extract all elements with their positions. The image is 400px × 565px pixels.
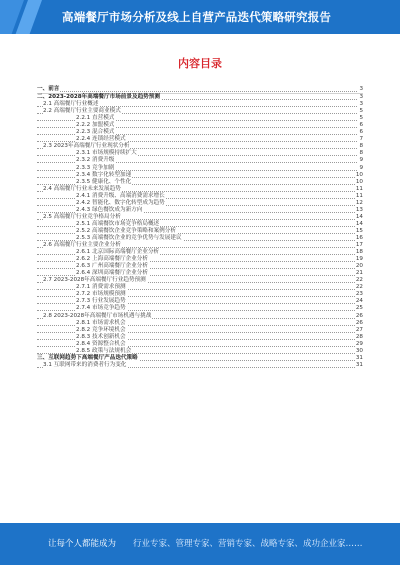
footer-banner bbox=[0, 523, 400, 565]
toc-entry-label: 2.8.4 资源整合机会 bbox=[76, 340, 126, 347]
toc-entry-label: 2.3.5 健康化、个性化 bbox=[76, 178, 132, 185]
toc-entry-label: 2.5.1 高端餐饮市场竞争格局概述 bbox=[76, 220, 160, 227]
toc-entry[interactable] bbox=[37, 221, 363, 228]
toc-entry-page: 26 bbox=[355, 319, 363, 326]
toc-entry-page: 3 bbox=[359, 101, 363, 108]
toc-entry-label: 2.3.3 竞争加剧 bbox=[76, 164, 115, 171]
toc-entry-label: 2.8.1 市场需求机会 bbox=[76, 319, 126, 326]
toc-entry[interactable] bbox=[37, 193, 363, 200]
toc-entry-label: 2.4.1 消费升级、高端消费需求增长 bbox=[76, 192, 165, 199]
toc-entry-label: 2.6.2 上海高端餐厅企业分析 bbox=[76, 256, 148, 263]
toc-entry-page: 5 bbox=[359, 115, 363, 122]
toc-entry-page: 10 bbox=[355, 171, 363, 178]
header-banner bbox=[0, 0, 400, 34]
toc-entry-page: 25 bbox=[355, 305, 363, 312]
toc-entry[interactable] bbox=[37, 334, 363, 341]
toc-entry-page: 29 bbox=[355, 340, 363, 347]
toc-entry-label: 2.3.2 消费升级 bbox=[76, 157, 115, 164]
toc-entry-page: 10 bbox=[355, 178, 363, 185]
toc-entry-label: 2.4.3 绿色餐饮成为新方向 bbox=[76, 206, 143, 213]
toc-entry-label: 三、互联网趋势下高端餐厅产品迭代策略 bbox=[37, 354, 138, 361]
toc-entry-label: 2.8.2 竞争环境机会 bbox=[76, 326, 126, 333]
toc-entry[interactable] bbox=[37, 172, 363, 179]
toc-entry[interactable] bbox=[37, 165, 363, 172]
toc-entry-page: 31 bbox=[355, 354, 363, 361]
toc-entry-label: 2.3 2023年高端餐厅行业现状分析 bbox=[43, 143, 130, 150]
toc-entry-page: 22 bbox=[355, 277, 363, 284]
toc-entry-label: 一、前言 bbox=[37, 86, 60, 92]
toc-entry-page: 15 bbox=[355, 227, 363, 234]
toc-entry-label: 3.1 互联网带来的消费者行为变化 bbox=[43, 361, 127, 368]
toc-entry-page: 16 bbox=[355, 234, 363, 241]
toc-entry-page: 20 bbox=[355, 263, 363, 270]
toc-entry-page: 13 bbox=[355, 206, 363, 213]
toc-entry-label: 2.8.3 技术创新机会 bbox=[76, 333, 126, 340]
toc-entry-page: 28 bbox=[355, 333, 363, 340]
toc-entry-page: 30 bbox=[355, 347, 363, 354]
toc-entry[interactable] bbox=[37, 86, 363, 94]
toc-entry-page: 11 bbox=[355, 185, 363, 192]
toc-entry-label: 2.5 高端餐厅行业竞争格局分析 bbox=[43, 213, 121, 220]
toc-entry-label: 2.7 2023-2028年高端餐厅行业趋势预测 bbox=[43, 277, 146, 284]
toc-entry-page: 3 bbox=[359, 94, 363, 101]
toc-entry[interactable] bbox=[37, 320, 363, 327]
toc-entry-label: 2.4 高端餐厅行业未来发展趋势 bbox=[43, 185, 121, 192]
footer-tagline: 行业专家、管理专家、营销专家、战略专家、成功企业家…… bbox=[133, 539, 363, 549]
toc-entry[interactable] bbox=[37, 348, 363, 355]
toc-entry[interactable] bbox=[37, 214, 363, 221]
toc-entry-label: 2.7.2 市场规模预测 bbox=[76, 291, 126, 298]
footer-slogan: 让每个人都能成为 bbox=[48, 539, 117, 549]
toc-entry-page: 17 bbox=[355, 242, 363, 249]
toc-entry-page: 6 bbox=[359, 122, 363, 129]
toc-entry-label: 二、2023-2028年高端餐厅市场前景及趋势预测 bbox=[37, 94, 160, 101]
toc-entry[interactable] bbox=[37, 327, 363, 334]
toc-entry-label: 2.5.3 高端餐饮企业的竞争优势与发展建议 bbox=[76, 234, 182, 241]
toc-entry[interactable] bbox=[37, 157, 363, 164]
toc-entry-page: 9 bbox=[359, 164, 363, 171]
toc-entry[interactable] bbox=[37, 355, 363, 362]
toc-entry-label: 2.2.1 直营模式 bbox=[76, 115, 115, 122]
toc-entry-page: 24 bbox=[355, 298, 363, 305]
toc-entry-page: 3 bbox=[359, 86, 363, 92]
toc-entry-label: 2.8.5 政策与法规机会 bbox=[76, 347, 132, 354]
toc-entry-page: 31 bbox=[355, 361, 363, 368]
toc-entry-page: 9 bbox=[359, 157, 363, 164]
toc-entry-page: 19 bbox=[355, 256, 363, 263]
toc-entry-page: 26 bbox=[355, 312, 363, 319]
toc-entry-page: 11 bbox=[355, 192, 363, 199]
toc-entry-page: 14 bbox=[355, 213, 363, 220]
toc-entry[interactable] bbox=[37, 207, 363, 214]
toc-entry[interactable] bbox=[37, 235, 363, 242]
toc-entry-page: 12 bbox=[355, 199, 363, 206]
toc-entry-label: 2.2.3 混合模式 bbox=[76, 129, 115, 136]
toc-entry[interactable] bbox=[37, 362, 363, 369]
toc-entry-label: 2.4.2 智能化、数字化转型成为趋势 bbox=[76, 199, 165, 206]
toc-entry-label: 2.7.4 市场竞争趋势 bbox=[76, 305, 126, 312]
toc-entry-page: 5 bbox=[359, 108, 363, 115]
toc-entry-label: 2.7.3 行业发展趋势 bbox=[76, 298, 126, 305]
toc-entry-page: 8 bbox=[359, 150, 363, 157]
toc-entry-page: 23 bbox=[355, 291, 363, 298]
toc-entry-label: 2.6 高端餐厅行业主要企业分析 bbox=[43, 242, 121, 249]
toc-entry-page: 7 bbox=[359, 136, 363, 143]
toc-entry-label: 2.6.1 北京国际高端餐厅企业分析 bbox=[76, 249, 160, 256]
toc-entry-page: 21 bbox=[355, 270, 363, 277]
toc-entry-page: 14 bbox=[355, 220, 363, 227]
toc-entry[interactable] bbox=[37, 341, 363, 348]
toc-entry-page: 27 bbox=[355, 326, 363, 333]
toc-entry[interactable] bbox=[37, 200, 363, 207]
toc-entry-label: 2.1 高端餐厅行业概述 bbox=[43, 101, 99, 108]
toc-entry-label: 2.3.4 数字化转型加速 bbox=[76, 171, 132, 178]
toc-entry-label: 2.5.2 高端餐饮企业竞争策略和案例分析 bbox=[76, 227, 176, 234]
table-of-contents bbox=[37, 86, 363, 369]
report-title: 高端餐厅市场分析及线上自营产品迭代策略研究报告 bbox=[62, 10, 332, 24]
toc-entry-page: 8 bbox=[359, 143, 363, 150]
toc-entry-label: 2.3.1 市场规模持续扩大 bbox=[76, 150, 137, 157]
toc-entry-label: 2.8 2023-2028年高端餐厅市场机遇与挑战 bbox=[43, 312, 152, 319]
toc-entry-label: 2.2.2 加盟模式 bbox=[76, 122, 115, 129]
toc-leader-dots bbox=[37, 91, 357, 92]
toc-entry-page: 6 bbox=[359, 129, 363, 136]
toc-entry-page: 22 bbox=[355, 284, 363, 291]
toc-entry-label: 2.6.4 深圳高端餐厅企业分析 bbox=[76, 270, 148, 277]
toc-heading: 内容目录 bbox=[178, 57, 222, 70]
toc-entry-label: 2.2.4 连锁经营模式 bbox=[76, 136, 126, 143]
toc-entry[interactable] bbox=[37, 179, 363, 186]
toc-entry[interactable] bbox=[37, 313, 363, 320]
toc-entry[interactable] bbox=[37, 228, 363, 235]
toc-entry-page: 18 bbox=[355, 249, 363, 256]
toc-entry[interactable] bbox=[37, 186, 363, 193]
toc-entry-label: 2.2 高端餐厅行业主要商业模式 bbox=[43, 108, 121, 115]
toc-entry-label: 2.7.1 消费需求预测 bbox=[76, 284, 126, 291]
toc-entry[interactable] bbox=[37, 305, 363, 312]
toc-entry-label: 2.6.3 广州高端餐厅企业分析 bbox=[76, 263, 148, 270]
